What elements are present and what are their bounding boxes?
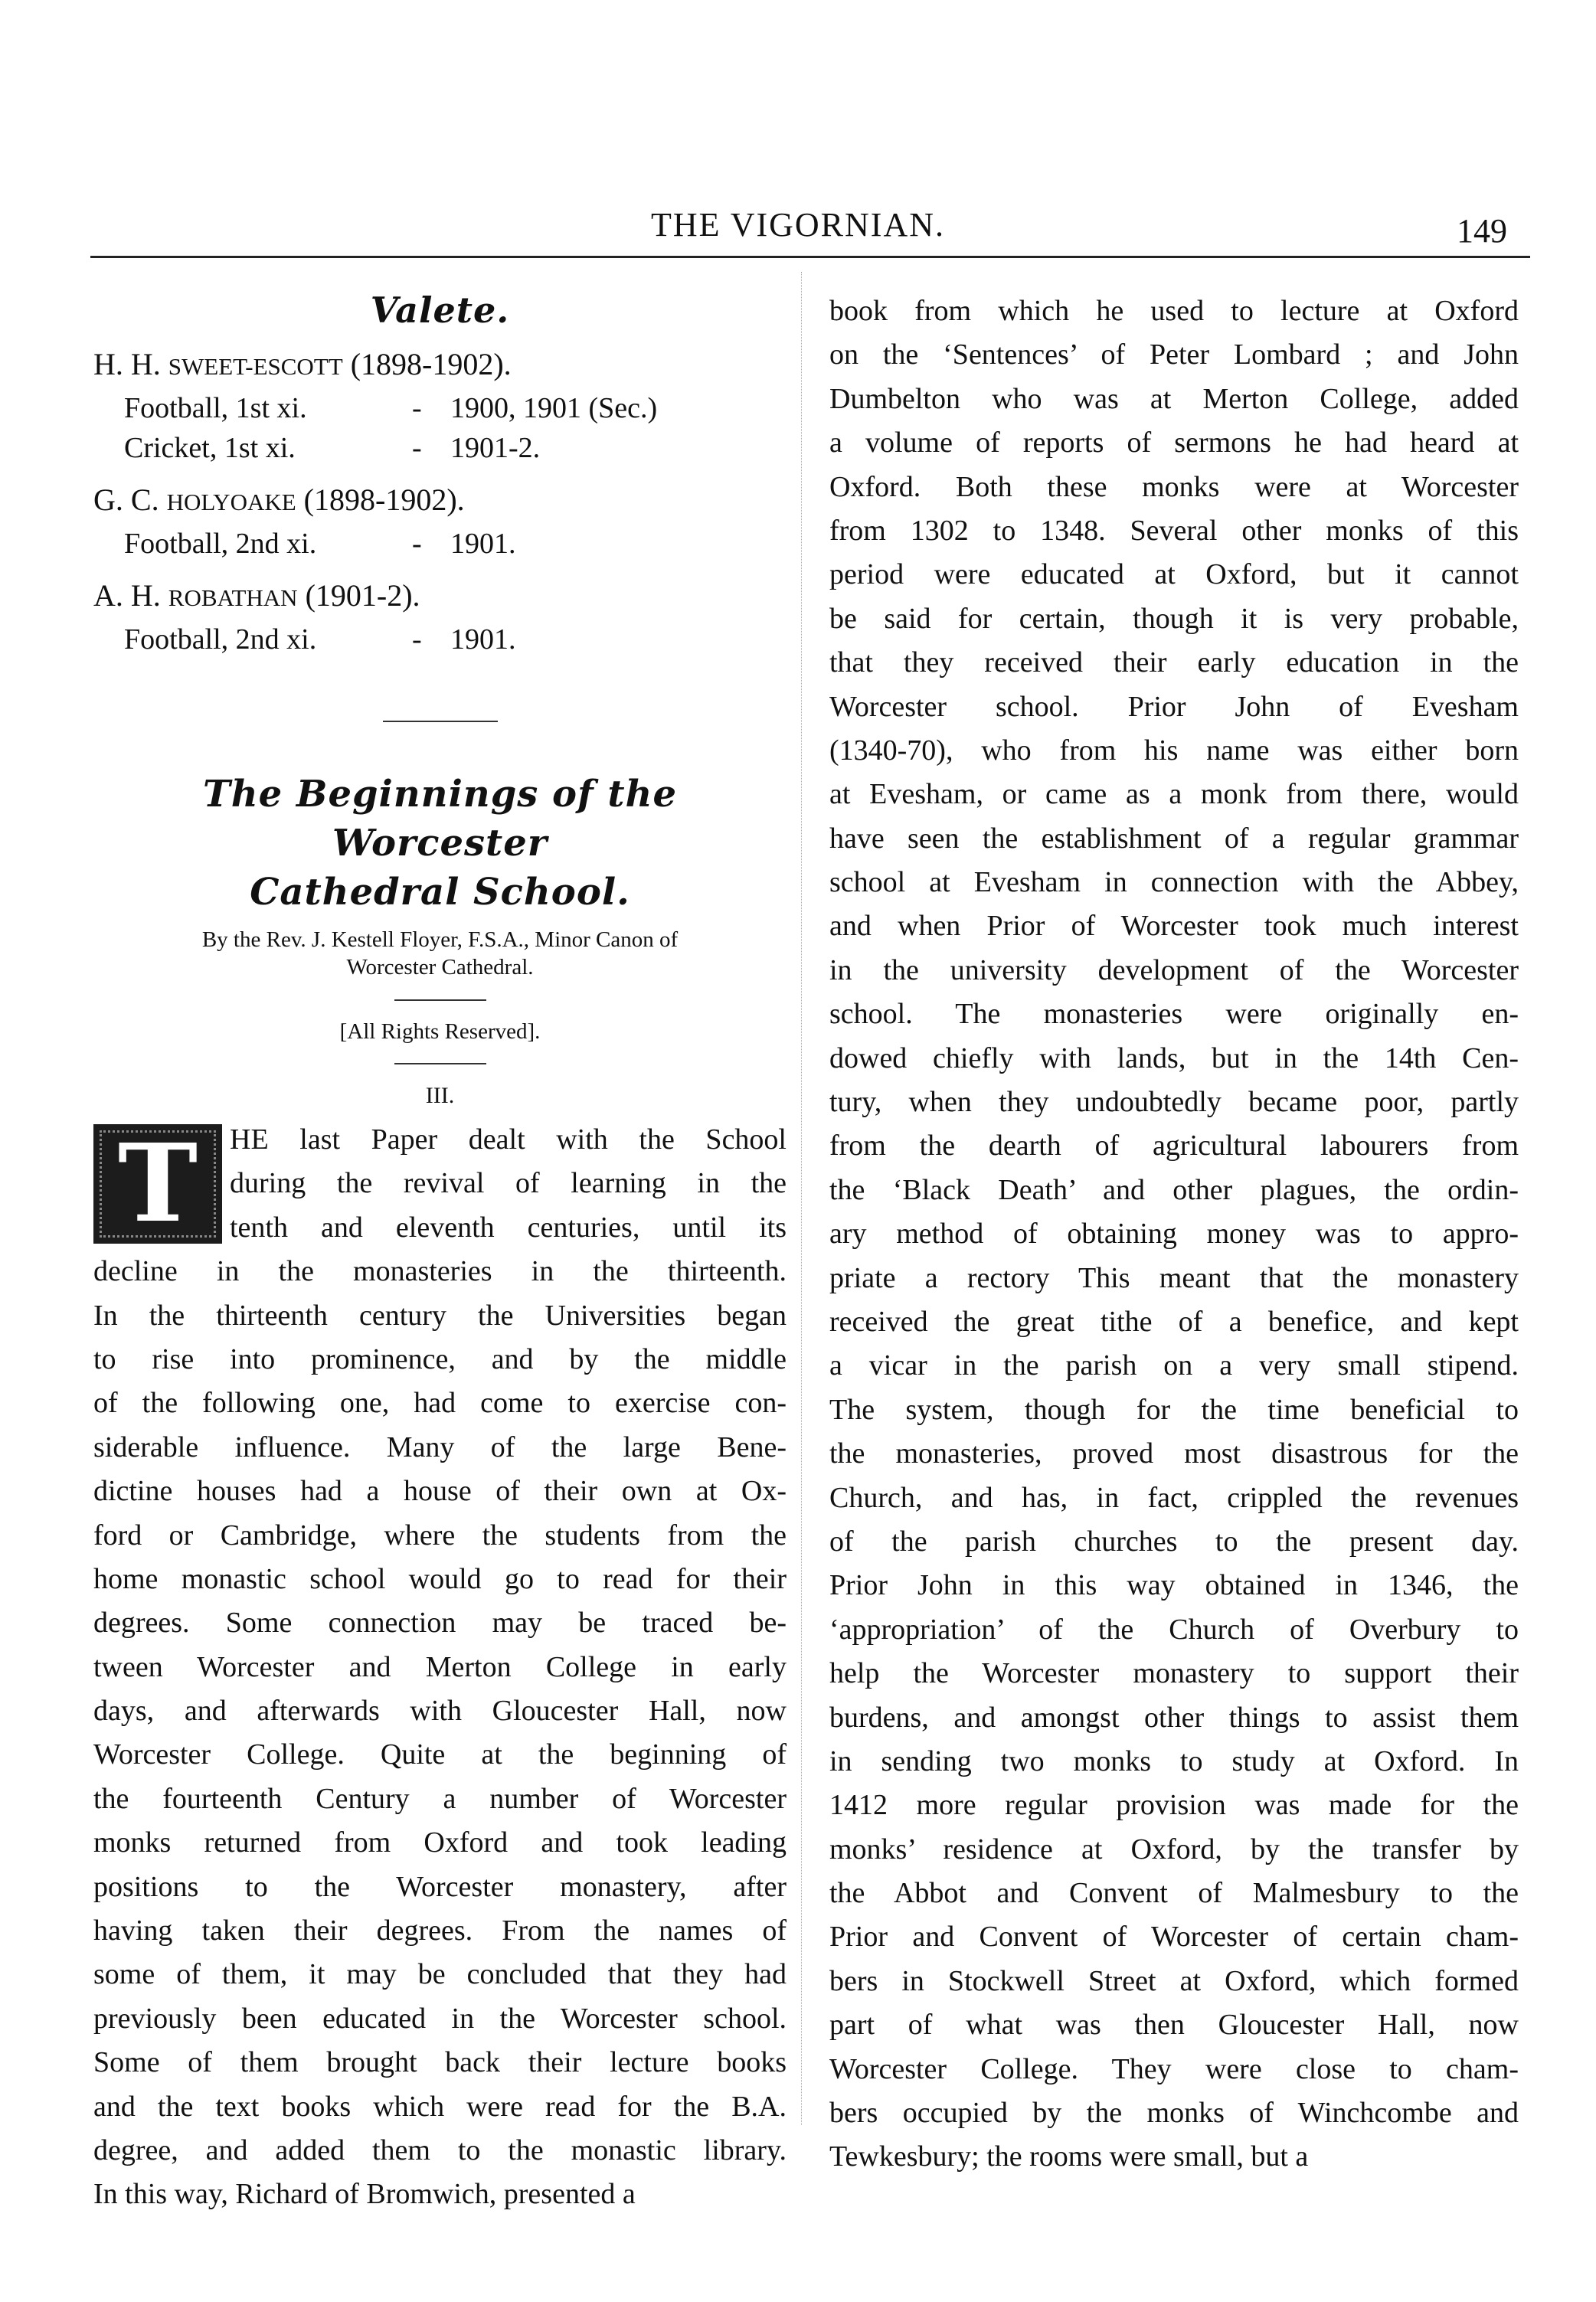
entry-initials: A. H. <box>93 578 161 613</box>
entry-years: (1898-1902). <box>350 347 512 381</box>
header-rule <box>90 256 1530 258</box>
text-line: the Abbot and Convent of Malmesbury to the <box>829 1877 1519 1910</box>
valete-entry-name <box>93 479 787 524</box>
text-line: The system, though for the time beneficial to <box>829 1393 1519 1426</box>
text-line: HE last Paper dealt with the School <box>230 1123 787 1156</box>
text-line: Worcester school. Prior John of Evesham <box>829 690 1519 723</box>
text-line: and the text books which were read for the B.A. <box>93 2090 787 2123</box>
text-line: from the dearth of agricultural labourers from <box>829 1130 1519 1162</box>
right-column-text <box>829 289 1519 2179</box>
text-line: book from which he used to lecture at Oxford <box>829 295 1519 327</box>
valete-entry-detail <box>93 388 787 428</box>
section-divider <box>383 721 498 722</box>
article-title-line-1: The Beginnings of the Worcester <box>203 773 677 865</box>
text-line: (1340-70), who from his name was either born <box>829 734 1519 767</box>
text-line: some of them, it may be concluded that they had <box>93 1958 787 1991</box>
valete-entry-name <box>93 574 787 620</box>
text-line: at Evesham, or came as a monk from there, would <box>829 778 1519 811</box>
entry-gap <box>93 564 787 574</box>
byline-divider <box>394 999 486 1001</box>
detail-value: 1901-2. <box>450 432 541 464</box>
text-line: of the following one, had come to exercise con- <box>93 1387 787 1420</box>
detail-value: 1901. <box>450 623 516 656</box>
left-column-text <box>93 1118 787 2217</box>
drop-cap-letter: T <box>93 1124 222 1244</box>
article-title-line-2: Cathedral School. <box>250 871 630 914</box>
article-byline-line-2: Worcester Cathedral. <box>346 955 534 979</box>
detail-dash: - <box>412 528 422 560</box>
text-line: Dumbelton who was at Merton College, added <box>829 382 1519 415</box>
running-header-title: THE VIGORNIAN. <box>650 206 946 244</box>
text-line: school at Evesham in connection with the Abbey, <box>829 866 1519 899</box>
text-line: a vicar in the parish on a very small stipend. <box>829 1349 1519 1382</box>
text-line: Church, and has, in fact, crippled the revenues <box>829 1481 1519 1514</box>
page-number: 149 <box>1457 212 1507 250</box>
text-line: that they received their early education in the <box>829 646 1519 679</box>
text-line: school. The monasteries were originally en- <box>829 998 1519 1031</box>
text-line: tenth and eleventh centuries, until its <box>230 1211 787 1244</box>
valete-heading: Valete. <box>370 289 510 331</box>
text-line: bers in Stockwell Street at Oxford, which formed <box>829 1964 1519 1997</box>
valete-entry-detail <box>93 620 787 659</box>
text-line: part of what was then Gloucester Hall, now <box>829 2009 1519 2042</box>
text-line: the monasteries, proved most disastrous for the <box>829 1437 1519 1470</box>
text-line: period were educated at Oxford, but it cannot <box>829 558 1519 591</box>
text-line: Oxford. Both these monks were at Worcester <box>829 470 1519 503</box>
text-line: having taken their degrees. From the names of <box>93 1915 787 1947</box>
text-line: and when Prior of Worcester took much interest <box>829 910 1519 943</box>
text-line: help the Worcester monastery to support their <box>829 1657 1519 1690</box>
entry-surname: HOLYOAKE <box>166 489 296 515</box>
text-line: In the thirteenth century the Universities began <box>93 1299 787 1332</box>
entry-gap <box>93 468 787 479</box>
detail-value: 1901. <box>450 528 516 560</box>
text-line: received the great tithe of a benefice, and kept <box>829 1305 1519 1338</box>
text-line: on the ‘Sentences’ of Peter Lombard ; and John <box>829 338 1519 371</box>
text-line: tury, when they undoubtedly became poor, partly <box>829 1086 1519 1119</box>
detail-label: Football, 2nd xi. <box>124 528 317 560</box>
text-line: be said for certain, though it is very probable, <box>829 602 1519 635</box>
text-line: ary method of obtaining money was to appro- <box>829 1218 1519 1251</box>
text-line: ‘appropriation’ of the Church of Overbury to <box>829 1613 1519 1646</box>
text-line: previously been educated in the Worcester school. <box>93 2002 787 2035</box>
text-line: decline in the monasteries in the thirteenth. <box>93 1255 787 1288</box>
valete-entry-detail <box>93 428 787 468</box>
text-line: to rise into prominence, and by the middle <box>93 1342 787 1375</box>
entry-initials: H. H. <box>93 347 161 381</box>
text-line: Tewkesbury; the rooms were small, but a <box>829 2140 1309 2173</box>
text-line: the fourteenth Century a number of Worcester <box>93 1782 787 1815</box>
article-byline-line-1: By the Rev. J. Kestell Floyer, F.S.A., Minor Canon of <box>201 927 679 952</box>
text-line: during the revival of learning in the <box>230 1167 787 1200</box>
text-line: in the university development of the Worcester <box>829 953 1519 986</box>
text-line: ford or Cambridge, where the students from the <box>93 1519 787 1552</box>
detail-dash: - <box>412 392 422 424</box>
text-line: a volume of reports of sermons he had heard at <box>829 427 1519 459</box>
text-line: in sending two monks to study at Oxford. In <box>829 1744 1519 1777</box>
detail-dash: - <box>412 432 422 464</box>
entry-gap <box>93 659 787 670</box>
detail-value: 1900, 1901 (Sec.) <box>450 392 658 424</box>
text-line: tween Worcester and Merton College in early <box>93 1650 787 1683</box>
rights-divider <box>394 1063 486 1064</box>
detail-dash: - <box>412 623 422 656</box>
text-line: bers occupied by the monks of Winchcombe and <box>829 2097 1519 2130</box>
text-line: In this way, Richard of Bromwich, presented a <box>93 2178 636 2211</box>
text-line: have seen the establishment of a regular grammar <box>829 822 1519 855</box>
text-line: dictine houses had a house of their own at Ox- <box>93 1475 787 1508</box>
text-line: monks’ residence at Oxford, by the transfer by <box>829 1833 1519 1865</box>
entry-initials: G. C. <box>93 482 159 517</box>
article-body-left <box>93 1118 787 2217</box>
text-line: Prior and Convent of Worcester of certain cham- <box>829 1921 1519 1954</box>
detail-label: Football, 2nd xi. <box>124 623 317 656</box>
valete-list <box>93 343 787 670</box>
text-line: Some of them brought back their lecture books <box>93 2046 787 2079</box>
text-line: Worcester College. They were close to cham- <box>829 2052 1519 2085</box>
rights-notice: [All Rights Reserved]. <box>339 1019 541 1044</box>
text-line: priate a rectory This meant that the monastery <box>829 1261 1519 1294</box>
text-line: dowed chiefly with lands, but in the 14th Cen- <box>829 1041 1519 1074</box>
text-line: degrees. Some connection may be traced be- <box>93 1607 787 1640</box>
detail-label: Cricket, 1st xi. <box>124 432 296 464</box>
text-line: burdens, and amongst other things to assist them <box>829 1701 1519 1734</box>
text-line: Worcester College. Quite at the beginning of <box>93 1738 787 1771</box>
text-line: monks returned from Oxford and took leading <box>93 1826 787 1859</box>
entry-years: (1898-1902). <box>303 482 465 517</box>
text-line: positions to the Worcester monastery, after <box>93 1870 787 1903</box>
text-line: home monastic school would go to read for their <box>93 1562 787 1595</box>
text-line: Prior John in this way obtained in 1346, the <box>829 1569 1519 1602</box>
column-divider <box>801 272 802 2125</box>
part-number: III. <box>425 1083 455 1108</box>
text-line: days, and afterwards with Gloucester Hall, now <box>93 1695 787 1728</box>
entry-surname: ROBATHAN <box>168 584 298 611</box>
text-line: from 1302 to 1348. Several other monks of this <box>829 514 1519 547</box>
text-line: siderable influence. Many of the large Bene- <box>93 1431 787 1463</box>
valete-entry-detail <box>93 524 787 564</box>
entry-surname: SWEET-ESCOTT <box>168 353 343 380</box>
detail-label: Football, 1st xi. <box>124 392 307 424</box>
text-line: of the parish churches to the present day. <box>829 1525 1519 1558</box>
text-line: 1412 more regular provision was made for the <box>829 1789 1519 1822</box>
entry-years: (1901-2). <box>305 578 420 613</box>
text-line: the ‘Black Death’ and other plagues, the ordin- <box>829 1173 1519 1206</box>
valete-entry-name <box>93 343 787 388</box>
text-line: degree, and added them to the monastic library. <box>93 2134 787 2166</box>
left-column <box>93 289 787 2217</box>
